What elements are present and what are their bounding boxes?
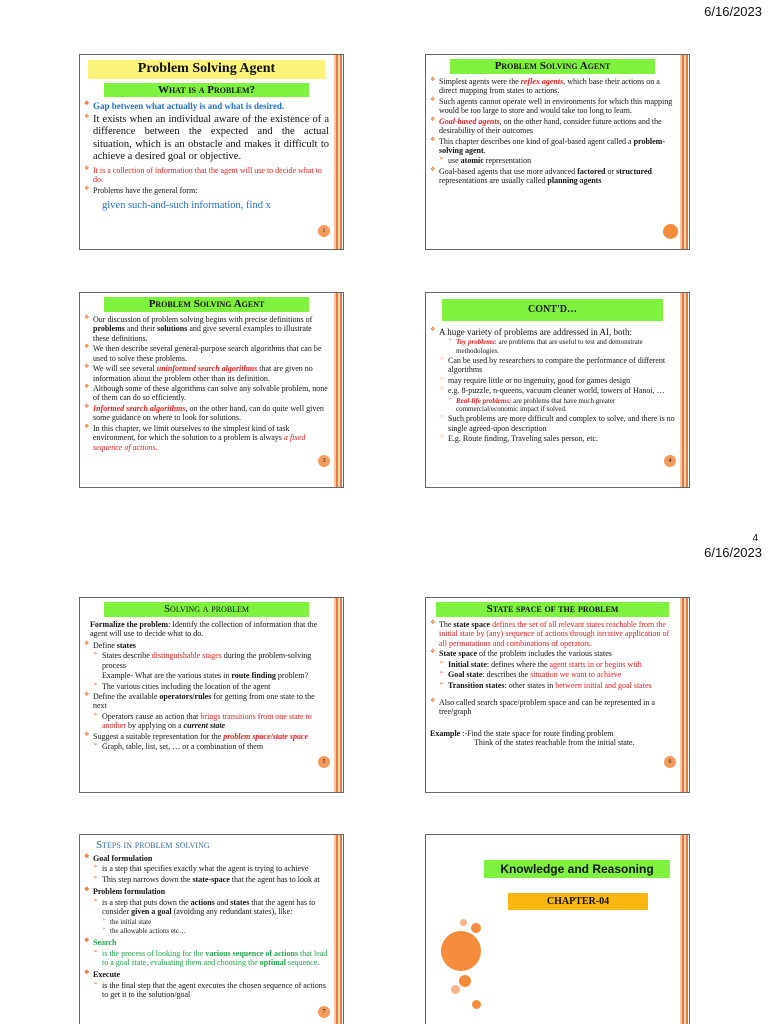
slide-number: 1 [318,225,330,237]
slide-title: Knowledge and Reasoning [484,860,670,878]
sub-bullet: ➢ Operators cause an action that brings transitions from one state to another by applying on a current state [84,712,329,731]
slide-number: 5 [318,756,330,768]
slide-3 [79,292,344,488]
page-marker: 4 [752,533,758,544]
sub-bullet: ➢ This step narrows down the state-space that the agent has to look at [84,875,329,884]
decor-circle [451,985,460,994]
bullet: ❖ Suggest a suitable representation for the problem space/state space [84,732,329,741]
slide-subtitle: What is a Problem? [104,83,309,98]
bullet: ❖ Problems have the general form: [84,186,329,195]
bullet: ❖ Define the available operators/rules for getting from one state to the next [84,692,329,711]
slide-title: Solving a problem [104,602,309,617]
slide-number: 7 [318,1006,330,1018]
bullet: ❖ Execute [84,970,329,979]
slide-lead: Formalize the problem: Identify the collection of information that the agent will use to decide what to do. [90,619,318,639]
general-form: given such-and-such information, find x [102,199,271,211]
sub-bullet: ➢ Toy problems: are problems that are useful to test and demonstrate methodologies. [430,338,675,355]
sub-bullet: ➢ The various cities including the location of the agent [84,682,329,691]
sub-bullet: ➢ is a step that puts down the actions and states that the agent has to consider given a goal (avoiding any redundant states), like: [84,898,329,917]
sub-bullet: ➢ Transition states: other states in between initial and goal states [430,681,675,690]
bullet: ❖ Gap between what actually is and what is desired. [84,101,329,112]
slide-number: 6 [664,756,676,768]
slide-title: State space of the problem [436,602,669,617]
slide-side-bar [334,598,343,792]
decor-circle [459,975,471,987]
bullet: ❖ It exists when an individual aware of the existence of a difference between the expected and the actual situation, which is an obstacle and makes it difficult to achieve a desired goal or objective. [84,114,329,164]
sub-bullet: ➢ Graph, table, list, set, … or a combination of them [84,742,329,751]
bullet: ❖ Goal-based agents that use more advanced factored or structured representations are usually called planning agents [430,167,675,186]
bullet: ❖ In this chapter, we limit ourselves to the simplest kind of task environment, for which the solution to a problem is always a fixed sequence of actions. [84,424,329,452]
sub-bullet: ➢ Real-life problems: are problems that have much greater commercial/economic impact if solved. [430,397,675,414]
sub-bullet: ○ may require little or no ingenuity, good for games design [430,376,675,385]
bullet: ❖ We will see several uninformed search algorithms that are given no information about the problem other than its definition. [84,364,329,383]
sub-bullet: ➢ Goal state: describes the situation we want to achieve [430,670,675,679]
sub-bullet: ➢ the allowable actions etc… [84,927,329,935]
bullet: ❖ Informed search algorithms, on the other hand, can do quite well given some guidance on where to look for solutions. [84,404,329,423]
bullet: ❖ Such agents cannot operate well in environments for which this mapping would be too large to store and would take too long to learn. [430,97,675,116]
sub-bullet: ➢ is the process of looking for the various sequence of actions that lead to a goal state, evaluating them and choosing the optimal sequence. [84,949,329,968]
example-note: Think of the states reachable from the initial state. [474,738,635,748]
bullet: ❖ A huge variety of problems are addressed in AI, both: [430,327,675,338]
slide-side-bar [334,293,343,487]
slide-6 [425,597,690,793]
slide-number: 3 [318,455,330,467]
slide-side-bar [680,55,689,249]
slide-title: CONT'D… [442,299,663,321]
bullet: ❖ Problem formulation [84,887,329,896]
example: Example- What are the various states in route finding problem? [102,671,309,681]
bullet: ❖ Simplest agents were the reflex agents, which base their actions on a direct mapping from states to actions. [430,77,675,96]
slide-number-dot [663,224,678,239]
bullet: ❖ Also called search space/problem space and can be represented in a tree/graph [430,698,675,717]
slide-8 [425,834,690,1024]
example: Example :-Find the state space for route finding problem [430,728,614,738]
slide-side-bar [680,598,689,792]
slide-side-bar [680,293,689,487]
sub-bullet: ○ e.g. 8-puzzle, n-queens, vacuum cleaner world, towers of Hanoi, … [430,386,675,395]
slide-title: Problem Solving Agent [450,59,655,74]
decor-circle [441,931,481,971]
slide-title: Steps in problem solving [96,839,210,851]
slide-number: 4 [664,455,676,467]
bullet: ❖ It is a collection of information that the agent will use to decide what to do. [84,166,329,185]
decor-circle [471,923,481,933]
bullet: ❖ Search [84,938,329,947]
slide-5 [79,597,344,793]
slide-side-bar [334,835,343,1024]
sub-bullet: ➢ is the final step that the agent executes the chosen sequence of actions to get it to the solution/goal [84,981,329,1000]
slide-title: Problem Solving Agent [104,297,309,312]
slide-7 [79,834,344,1024]
sub-bullet: ➢ Initial state: defines where the agent starts in or begins with [430,660,675,669]
sub-bullet: ○ E.g. Route finding, Traveling sales person, etc. [430,434,675,443]
header-date-1: 6/16/2023 [704,4,762,19]
bullet: ❖ Our discussion of problem solving begins with precise definitions of problems and their solutions and give several examples to illustrate these definitions. [84,315,329,343]
slide-2 [425,54,690,250]
sub-bullet: ○ Such problems are more difficult and complex to solve, and there is no single agreed-upon description [430,414,675,433]
sub-bullet: ➢ States describe distinguishable stages during the problem-solving process [84,651,329,670]
slide-4 [425,292,690,488]
decor-circle [460,919,467,926]
sub-bullet: ➢ use atomic representation [430,156,675,165]
slide-side-bar [680,835,689,1024]
bullet: ❖ State space of the problem includes the various states [430,649,675,658]
bullet: ❖ We then describe several general-purpose search algorithms that can be used to solve these problems. [84,344,329,363]
sub-bullet: ➢ the initial state [84,918,329,926]
bullet: ❖ Goal-based agents, on the other hand, consider future actions and the desirability of their outcomes [430,117,675,136]
sub-bullet: ○ Can be used by researchers to compare the performance of different algorithms [430,356,675,375]
slide-1 [79,54,344,250]
sub-bullet: ➢ is a step that specifies exactly what the agent is trying to achieve [84,864,329,873]
bullet: ❖ Although some of these algorithms can solve any solvable problem, none of them can do so efficiently. [84,384,329,403]
bullet: ❖ The state space defines the set of all relevant states reachable from the initial state by (any) sequence of actions through iterative application of all permutations and combinations of operators. [430,620,675,648]
header-date-2: 6/16/2023 [704,545,762,560]
chapter-label: CHAPTER-04 [508,893,648,910]
bullet: ❖ Goal formulation [84,854,329,863]
bullet: ❖ This chapter describes one kind of goal-based agent called a problem-solving agent. [430,137,675,156]
bullet: ❖ Define states [84,641,329,650]
decor-circle [472,1000,481,1009]
slide-side-bar [334,55,343,249]
slide-title: Problem Solving Agent [88,60,325,79]
